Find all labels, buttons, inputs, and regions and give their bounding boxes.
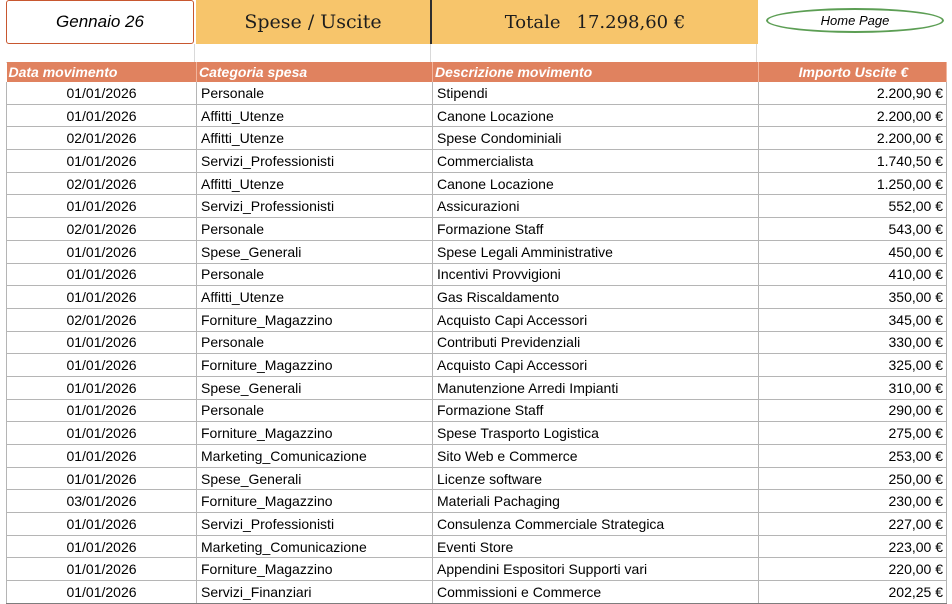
cell-category[interactable]: Personale — [197, 331, 433, 354]
table-row — [7, 218, 947, 241]
cell-date[interactable]: 01/01/2026 — [7, 376, 197, 399]
cell-description[interactable]: Consulenza Commerciale Strategica — [433, 513, 759, 536]
cell-description[interactable]: Formazione Staff — [433, 399, 759, 422]
cell-amount[interactable]: 552,00 € — [759, 195, 947, 218]
cell-amount[interactable]: 330,00 € — [759, 331, 947, 354]
cell-date[interactable]: 01/01/2026 — [7, 104, 197, 127]
cell-category[interactable]: Marketing_Comunicazione — [197, 445, 433, 468]
cell-category[interactable]: Personale — [197, 399, 433, 422]
column-header-description[interactable]: Descrizione movimento — [433, 62, 759, 82]
expenses-table — [6, 62, 947, 604]
cell-category[interactable]: Servizi_Professionisti — [197, 195, 433, 218]
cell-description[interactable]: Formazione Staff — [433, 218, 759, 241]
cell-description[interactable]: Spese Legali Amministrative — [433, 240, 759, 263]
cell-description[interactable]: Acquisto Capi Accessori — [433, 308, 759, 331]
cell-description[interactable]: Canone Locazione — [433, 104, 759, 127]
cell-description[interactable]: Licenze software — [433, 467, 759, 490]
table-row — [7, 104, 947, 127]
table-row — [7, 422, 947, 445]
cell-amount[interactable]: 290,00 € — [759, 399, 947, 422]
cell-description[interactable]: Commissioni e Commerce — [433, 581, 759, 604]
cell-amount[interactable]: 1.740,50 € — [759, 150, 947, 173]
cell-date[interactable]: 02/01/2026 — [7, 308, 197, 331]
month-label: Gennaio 26 — [56, 12, 144, 31]
cell-date[interactable]: 02/01/2026 — [7, 172, 197, 195]
cell-category[interactable]: Servizi_Professionisti — [197, 513, 433, 536]
cell-date[interactable]: 01/01/2026 — [7, 195, 197, 218]
table-row — [7, 195, 947, 218]
cell-category[interactable]: Forniture_Magazzino — [197, 308, 433, 331]
total-cell[interactable] — [430, 0, 758, 44]
cell-category[interactable]: Affitti_Utenze — [197, 127, 433, 150]
table-header-row — [7, 62, 947, 82]
cell-date[interactable]: 01/01/2026 — [7, 513, 197, 536]
cell-description[interactable]: Manutenzione Arredi Impianti — [433, 376, 759, 399]
table-row — [7, 467, 947, 490]
cell-description[interactable]: Canone Locazione — [433, 172, 759, 195]
cell-amount[interactable]: 410,00 € — [759, 263, 947, 286]
cell-description[interactable]: Eventi Store — [433, 535, 759, 558]
cell-description[interactable]: Materiali Pachaging — [433, 490, 759, 513]
table-row — [7, 240, 947, 263]
cell-description[interactable]: Commercialista — [433, 150, 759, 173]
cell-category[interactable]: Marketing_Comunicazione — [197, 535, 433, 558]
cell-description[interactable]: Appendini Espositori Supporti vari — [433, 558, 759, 581]
gridline — [194, 44, 195, 62]
cell-amount[interactable]: 223,00 € — [759, 535, 947, 558]
month-cell[interactable] — [6, 0, 194, 44]
cell-category[interactable]: Affitti_Utenze — [197, 104, 433, 127]
cell-date[interactable]: 01/01/2026 — [7, 82, 197, 104]
title-cell[interactable] — [196, 0, 430, 44]
cell-category[interactable]: Affitti_Utenze — [197, 172, 433, 195]
cell-amount[interactable]: 450,00 € — [759, 240, 947, 263]
cell-amount[interactable]: 2.200,00 € — [759, 127, 947, 150]
cell-category[interactable]: Affitti_Utenze — [197, 286, 433, 309]
cell-date[interactable]: 02/01/2026 — [7, 127, 197, 150]
cell-description[interactable]: Spese Trasporto Logistica — [433, 422, 759, 445]
cell-category[interactable]: Forniture_Magazzino — [197, 354, 433, 377]
cell-amount[interactable]: 2.200,90 € — [759, 82, 947, 104]
table-row — [7, 558, 947, 581]
table-row — [7, 308, 947, 331]
home-page-button[interactable] — [766, 8, 944, 33]
cell-category[interactable]: Spese_Generali — [197, 467, 433, 490]
cell-date[interactable]: 01/01/2026 — [7, 263, 197, 286]
table-row — [7, 331, 947, 354]
cell-category[interactable]: Servizi_Finanziari — [197, 581, 433, 604]
cell-description[interactable]: Assicurazioni — [433, 195, 759, 218]
cell-date[interactable]: 01/01/2026 — [7, 399, 197, 422]
cell-amount[interactable]: 227,00 € — [759, 513, 947, 536]
table-row — [7, 445, 947, 468]
cell-category[interactable]: Personale — [197, 218, 433, 241]
column-header-date[interactable]: Data movimento — [7, 62, 197, 82]
cell-amount[interactable]: 253,00 € — [759, 445, 947, 468]
cell-amount[interactable]: 310,00 € — [759, 376, 947, 399]
cell-amount[interactable]: 350,00 € — [759, 286, 947, 309]
cell-category[interactable]: Personale — [197, 263, 433, 286]
cell-description[interactable]: Contributi Previdenziali — [433, 331, 759, 354]
cell-date[interactable]: 03/01/2026 — [7, 490, 197, 513]
cell-description[interactable]: Spese Condominiali — [433, 127, 759, 150]
cell-category[interactable]: Personale — [197, 82, 433, 104]
cell-category[interactable]: Servizi_Professionisti — [197, 150, 433, 173]
cell-date[interactable]: 01/01/2026 — [7, 467, 197, 490]
total-label: Totale — [504, 11, 561, 33]
table-row — [7, 490, 947, 513]
page-title: Spese / Uscite — [244, 11, 382, 33]
cell-description[interactable]: Gas Riscaldamento — [433, 286, 759, 309]
cell-amount[interactable]: 1.250,00 € — [759, 172, 947, 195]
cell-description[interactable]: Stipendi — [433, 82, 759, 104]
cell-date[interactable]: 01/01/2026 — [7, 150, 197, 173]
cell-date[interactable]: 01/01/2026 — [7, 354, 197, 377]
cell-amount[interactable]: 230,00 € — [759, 490, 947, 513]
cell-date[interactable]: 01/01/2026 — [7, 581, 197, 604]
cell-date[interactable]: 01/01/2026 — [7, 240, 197, 263]
table-row — [7, 399, 947, 422]
column-header-category[interactable]: Categoria spesa — [197, 62, 433, 82]
table-row — [7, 376, 947, 399]
table-row — [7, 172, 947, 195]
table-body — [7, 82, 947, 603]
cell-description[interactable]: Sito Web e Commerce — [433, 445, 759, 468]
cell-date[interactable]: 01/01/2026 — [7, 445, 197, 468]
table-row — [7, 263, 947, 286]
cell-amount[interactable]: 275,00 € — [759, 422, 947, 445]
gridline — [756, 44, 757, 62]
cell-category[interactable]: Forniture_Magazzino — [197, 558, 433, 581]
cell-description[interactable]: Incentivi Provvigioni — [433, 263, 759, 286]
cell-date[interactable]: 01/01/2026 — [7, 558, 197, 581]
cell-amount[interactable]: 325,00 € — [759, 354, 947, 377]
table-row — [7, 82, 947, 104]
cell-category[interactable]: Forniture_Magazzino — [197, 490, 433, 513]
cell-category[interactable]: Spese_Generali — [197, 240, 433, 263]
cell-date[interactable]: 01/01/2026 — [7, 331, 197, 354]
gridline — [430, 44, 431, 62]
column-header-amount[interactable]: Importo Uscite € — [759, 62, 947, 82]
cell-date[interactable]: 02/01/2026 — [7, 218, 197, 241]
table-row — [7, 286, 947, 309]
cell-amount[interactable]: 220,00 € — [759, 558, 947, 581]
table-row — [7, 127, 947, 150]
table-row — [7, 513, 947, 536]
total-value: 17.298,60 € — [576, 11, 686, 33]
cell-description[interactable]: Acquisto Capi Accessori — [433, 354, 759, 377]
cell-date[interactable]: 01/01/2026 — [7, 286, 197, 309]
table-row — [7, 150, 947, 173]
cell-amount[interactable]: 543,00 € — [759, 218, 947, 241]
cell-category[interactable]: Spese_Generali — [197, 376, 433, 399]
cell-category[interactable]: Forniture_Magazzino — [197, 422, 433, 445]
home-page-button-label: Home Page — [820, 13, 890, 28]
table-row — [7, 535, 947, 558]
cell-date[interactable]: 01/01/2026 — [7, 535, 197, 558]
cell-amount[interactable]: 202,25 € — [759, 581, 947, 604]
cell-amount[interactable]: 345,00 € — [759, 308, 947, 331]
blank-row — [6, 44, 946, 63]
cell-amount[interactable]: 250,00 € — [759, 467, 947, 490]
cell-date[interactable]: 01/01/2026 — [7, 422, 197, 445]
table-row — [7, 354, 947, 377]
cell-amount[interactable]: 2.200,00 € — [759, 104, 947, 127]
